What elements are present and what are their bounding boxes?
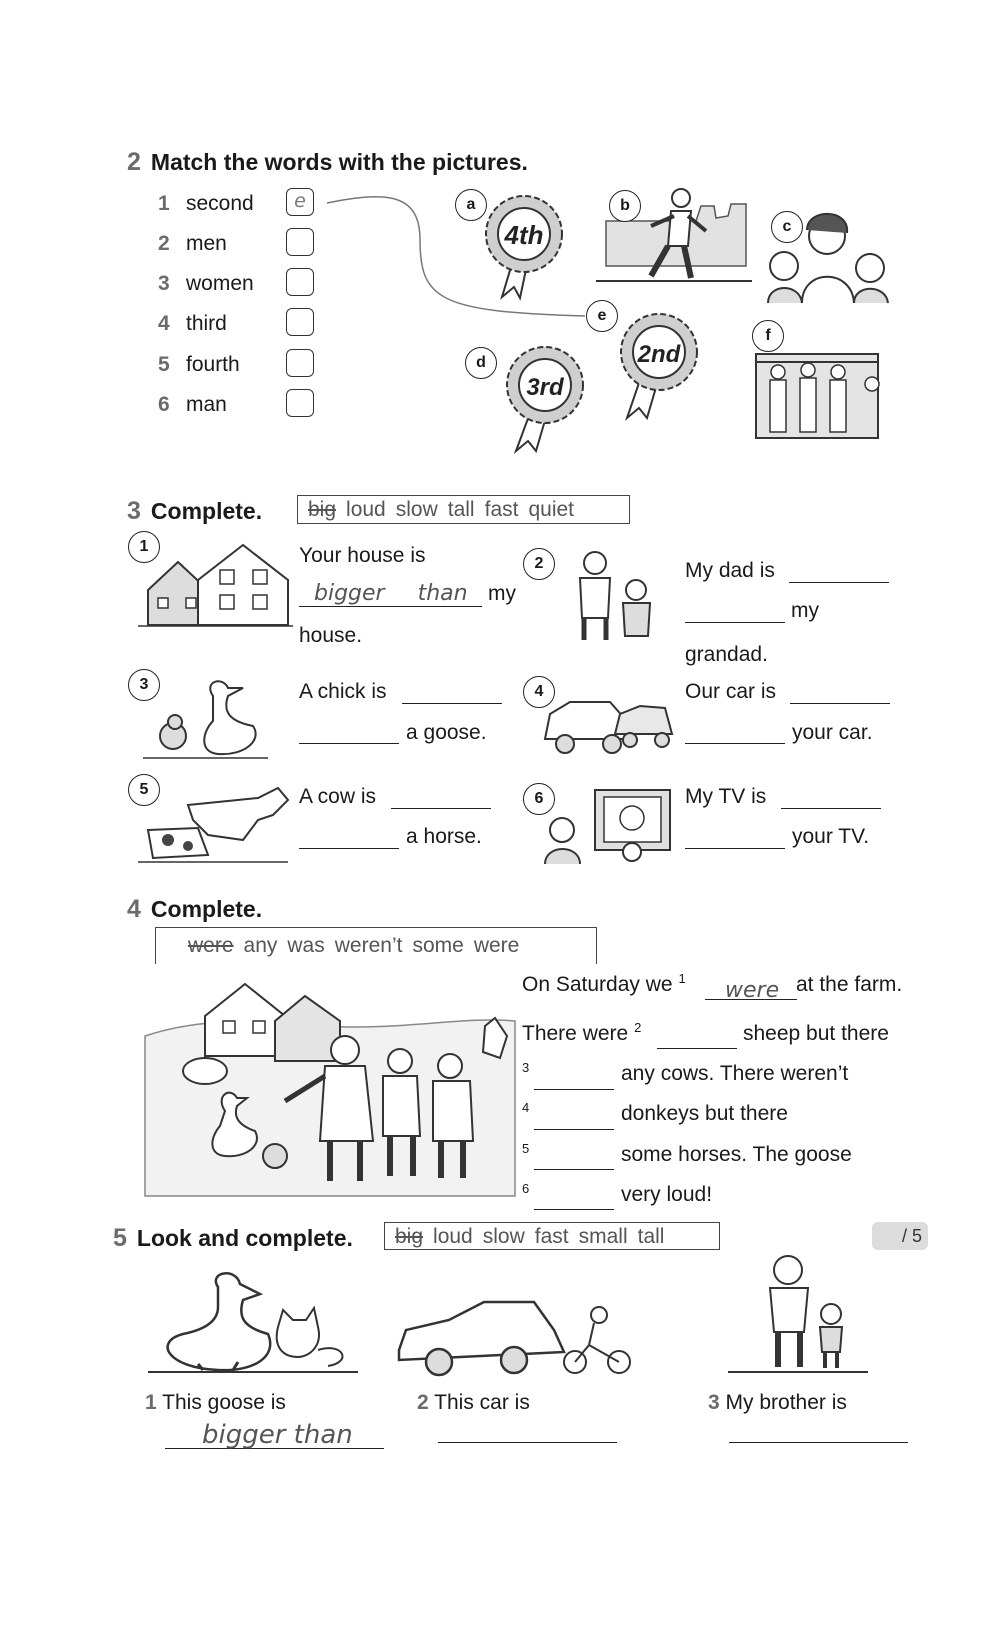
sentence-end: your TV. — [792, 825, 870, 848]
section-number: 4 — [127, 895, 141, 923]
answer-line[interactable] — [391, 808, 491, 809]
sentence-end: house. — [299, 624, 363, 647]
sentence-end: a goose. — [406, 721, 487, 744]
story-line-1 — [522, 971, 686, 996]
task-line-3 — [708, 1392, 847, 1413]
item-number: 1 — [145, 1391, 157, 1414]
item-number-circle: 2 — [523, 548, 555, 580]
rosette-caption: 4th — [504, 220, 544, 250]
answer-line[interactable] — [534, 1129, 614, 1130]
story-text: any cows. There weren’t — [621, 1062, 849, 1085]
section-heading: Match the words with the pictures. — [150, 149, 528, 175]
dad-and-grandad-icon — [568, 548, 668, 643]
word-bank-item: fast — [484, 498, 519, 521]
picture-letter-f: f — [752, 320, 784, 352]
sentence-start: A chick is — [299, 680, 387, 703]
cow-and-horse-icon — [138, 780, 293, 865]
story-text: donkeys but there — [621, 1102, 788, 1125]
task-line-2 — [417, 1392, 530, 1413]
match-word: second — [186, 192, 254, 215]
rosette-caption: 3rd — [526, 374, 564, 401]
item-number: 3 — [708, 1391, 720, 1414]
section-3-title — [127, 497, 262, 526]
section-number: 2 — [127, 148, 141, 176]
item-number: 2 — [417, 1391, 429, 1414]
item-number: 3 — [158, 272, 170, 295]
word-bank-item-used: big — [308, 498, 337, 521]
word-bank-item: small — [578, 1225, 628, 1248]
word-bank-item-used: were — [188, 934, 234, 957]
word-bank-3 — [297, 495, 630, 524]
story-text: There were — [522, 1022, 629, 1045]
item-number-circle: 5 — [128, 774, 160, 806]
match-word: fourth — [186, 353, 240, 376]
answer-line[interactable] — [438, 1442, 617, 1443]
gap-number: 3 — [522, 1060, 530, 1075]
word-bank-item: quiet — [528, 498, 575, 521]
story-line-2 — [522, 1020, 642, 1045]
picture-letter-e: e — [586, 300, 618, 332]
match-word: third — [186, 312, 227, 335]
answer-line[interactable] — [685, 848, 785, 849]
sentence-middle: my — [791, 599, 819, 622]
men-at-bus-stop-icon — [748, 348, 888, 444]
section-number: 5 — [113, 1224, 127, 1252]
match-word: men — [186, 232, 227, 255]
answer-line[interactable] — [299, 606, 482, 607]
section-heading: Complete. — [150, 896, 263, 922]
picture-letter-b: b — [609, 190, 641, 222]
goose-and-cat-icon — [148, 1272, 358, 1377]
sentence-start: Your house is — [299, 544, 426, 567]
word-bank-item: some — [412, 934, 464, 957]
item-number-circle: 1 — [128, 531, 160, 563]
sentence-start: Our car is — [685, 680, 777, 703]
third-place-rosette-icon — [500, 345, 595, 455]
word-bank-item: fast — [534, 1225, 569, 1248]
answer-line[interactable] — [789, 582, 889, 583]
item-number: 4 — [158, 312, 170, 335]
story-text: very loud! — [621, 1183, 713, 1206]
gap-number: 6 — [522, 1181, 530, 1196]
word-bank-item: were — [473, 934, 520, 957]
word-bank-item: weren’t — [334, 934, 403, 957]
word-bank-item: tall — [637, 1225, 665, 1248]
answer-line[interactable] — [685, 622, 785, 623]
answer-line[interactable] — [781, 808, 881, 809]
gap-number: 5 — [522, 1141, 530, 1156]
word-bank-item-used: big — [395, 1225, 424, 1248]
answer-text: bigger than — [314, 581, 468, 606]
word-bank-item: loud — [346, 498, 386, 521]
cars-icon — [540, 684, 680, 759]
second-place-rosette-icon — [615, 312, 710, 422]
item-number: 6 — [158, 393, 170, 416]
word-bank-item: slow — [395, 498, 438, 521]
chick-and-goose-icon — [143, 676, 268, 761]
fourth-place-rosette-icon — [484, 192, 574, 302]
word-bank-item: was — [287, 934, 325, 957]
story-text: at the farm. — [796, 973, 903, 996]
task-text: My brother is — [725, 1391, 847, 1414]
sentence-start: My TV is — [685, 785, 767, 808]
item-number: 1 — [158, 192, 170, 215]
sentence-end: grandad. — [685, 643, 768, 666]
man-and-boy-icon — [728, 1252, 868, 1377]
gap-number: 1 — [678, 971, 686, 986]
word-bank-item: loud — [433, 1225, 473, 1248]
word-bank-4 — [155, 927, 597, 964]
section-number: 3 — [127, 497, 141, 525]
television-icon — [540, 782, 680, 867]
gap-number: 4 — [522, 1100, 530, 1115]
word-bank-5 — [384, 1222, 720, 1250]
answer-line[interactable] — [657, 1048, 737, 1049]
sentence-start: My dad is — [685, 559, 775, 582]
picture-letter-c: c — [771, 211, 803, 243]
story-text: sheep but there — [743, 1022, 889, 1045]
word-bank-item: any — [243, 934, 278, 957]
item-number-circle: 6 — [523, 783, 555, 815]
answer-box-1[interactable]: e — [286, 188, 314, 216]
story-text: some horses. The goose — [621, 1143, 852, 1166]
section-heading: Look and complete. — [136, 1225, 353, 1251]
word-bank-item: slow — [482, 1225, 525, 1248]
gap-number: 2 — [634, 1020, 642, 1035]
sentence-end: your car. — [792, 721, 873, 744]
item-number-circle: 3 — [128, 669, 160, 701]
houses-icon — [138, 540, 293, 632]
answer-line[interactable] — [534, 1169, 614, 1170]
answer-line[interactable] — [299, 743, 399, 744]
answer-text: bigger than — [202, 1420, 353, 1450]
word-bank-item: tall — [447, 498, 475, 521]
item-number: 2 — [158, 232, 170, 255]
picture-letter-d: d — [465, 347, 497, 379]
match-word: man — [186, 393, 227, 416]
sentence-middle: my — [488, 582, 516, 605]
sentence-start: A cow is — [299, 785, 377, 808]
task-text: This goose is — [162, 1391, 286, 1414]
answer-line[interactable] — [729, 1442, 908, 1443]
answer-line[interactable] — [534, 1209, 614, 1210]
answer-line[interactable] — [299, 848, 399, 849]
picture-letter-a: a — [455, 189, 487, 221]
answer-line[interactable] — [685, 743, 785, 744]
sentence-end: a horse. — [406, 825, 482, 848]
section-4-title — [127, 895, 262, 924]
farm-scene-icon — [145, 966, 515, 1196]
answer-line[interactable] — [402, 703, 502, 704]
section-heading: Complete. — [150, 498, 263, 524]
section-5-title — [113, 1224, 353, 1253]
rosette-caption: 2nd — [637, 341, 681, 368]
task-text: This car is — [434, 1391, 530, 1414]
score-badge: / 5 — [872, 1222, 928, 1250]
match-word: women — [186, 272, 254, 295]
car-and-bicycle-icon — [394, 1290, 644, 1380]
answer-text: were — [725, 978, 780, 1003]
answer-line[interactable] — [534, 1089, 614, 1090]
item-number: 5 — [158, 353, 170, 376]
answer-line[interactable] — [790, 703, 890, 704]
item-number-circle: 4 — [523, 676, 555, 708]
task-line-1 — [145, 1392, 286, 1413]
story-text: On Saturday we — [522, 973, 673, 996]
